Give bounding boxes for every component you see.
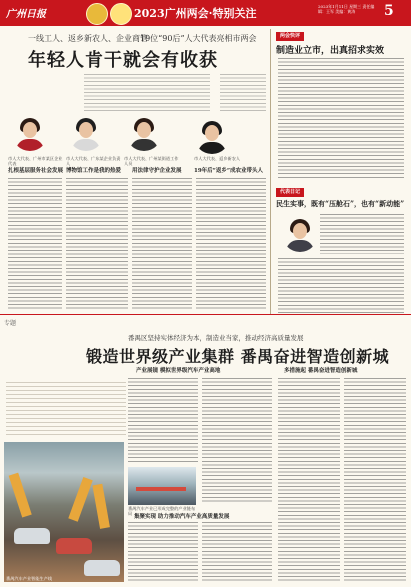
ribbon-diary: 代表日记	[276, 188, 304, 197]
story-column-4	[196, 178, 266, 310]
page-headline: 年轻人肯干就会有收获	[28, 50, 218, 71]
body-column-3	[278, 378, 340, 582]
diary-title: 民生实事，既有“压舱石”，也有“新动能”	[276, 199, 405, 208]
body-column-4	[344, 378, 406, 582]
body-column-2	[202, 378, 272, 504]
column-divider	[270, 29, 271, 315]
masthead	[0, 0, 411, 26]
issue-meta: 2023年1月11日 星期三 责任编辑：王军 美编：黄涛	[318, 4, 375, 14]
side-note	[220, 74, 266, 112]
kicker-left: 一线工人、返乡新农人、企业商管	[28, 34, 148, 43]
factory-photo	[4, 442, 124, 582]
sidebar-text	[6, 382, 126, 438]
body-column-6	[202, 522, 272, 582]
newspaper-logo: 广州日报	[6, 9, 46, 20]
bottom-subhead-3: 集聚实现 助力推动汽车产业高质量发展	[134, 514, 230, 520]
diary-intro	[320, 214, 404, 254]
body-column-1	[128, 378, 198, 464]
production-line-photo	[128, 467, 196, 505]
kicker-right: 19位“90后”人大代表亮相市两会	[140, 34, 257, 43]
lead-paragraph	[84, 74, 210, 112]
diary-body	[278, 258, 404, 314]
portrait-3	[126, 115, 162, 151]
section-tag: 专题	[4, 320, 17, 327]
subhead-3: 用法律守护企业发展	[132, 168, 182, 174]
caption-1: 市人大代表、广州市某区企业代表	[8, 156, 63, 166]
subhead-1: 扎根基层服务社会发展	[8, 168, 64, 174]
bottom-subhead-1: 产业展镜 模拟世界级汽车产业高地	[136, 368, 221, 374]
factory-caption: 番禺汽车产业智能生产线	[6, 576, 53, 581]
special-headline: 锻造世界级产业集群 番禺奋进智造创新城	[86, 347, 390, 366]
emblem-icon	[86, 3, 108, 25]
caption-2: 市人大代表、广东某企业负责人	[66, 156, 121, 166]
inline-photo-caption: 番禺汽车产业已形成完整的产业链布局	[128, 506, 196, 516]
section-rule	[0, 314, 411, 315]
story-column-1	[8, 178, 62, 310]
comment-title: 制造业立市，出真招求实效	[276, 46, 385, 56]
portrait-2	[68, 115, 104, 151]
story-column-3	[132, 178, 192, 310]
page-number: 5	[384, 3, 394, 19]
body-column-5	[128, 522, 198, 582]
special-subtitle: 番禺区坚持实体经济为本，制造业当家，推动经济高质量发展	[128, 334, 304, 342]
portrait-1	[12, 115, 48, 151]
comment-body	[278, 58, 404, 180]
subhead-2: 博物馆工作是我的热爱	[66, 168, 122, 174]
caption-3: 市人大代表、广州某街道工作人员	[124, 156, 179, 166]
caption-4: 市人大代表、返乡新农人	[194, 156, 241, 161]
section-title: 2023广州两会·特别关注	[134, 7, 257, 20]
diary-portrait	[282, 216, 318, 252]
portrait-4	[194, 118, 230, 154]
ribbon-comment: 两会快评	[276, 32, 304, 41]
subhead-4: 19年后“返乡”成农业带头人	[194, 168, 263, 174]
story-column-2	[66, 178, 128, 310]
lantern-icon	[110, 3, 132, 25]
bottom-subhead-2: 多措施起 番禺奋进智造创新城	[284, 368, 358, 374]
